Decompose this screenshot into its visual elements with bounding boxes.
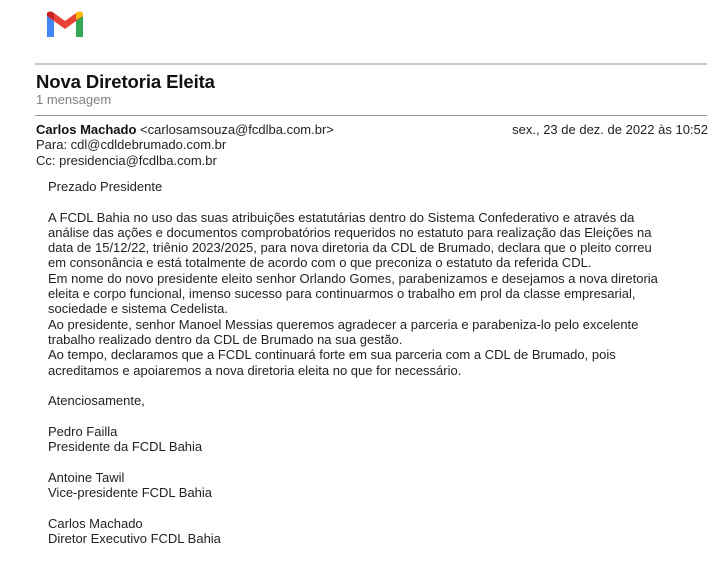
message-body <box>48 179 716 546</box>
body-line: Em nome do novo presidente eleito senhor Orlando Gomes, parabenizamos e desejamos a nova diretoria <box>48 270 658 286</box>
signature-name: Pedro Failla <box>48 423 118 439</box>
sender <box>36 122 334 137</box>
signature-title: Presidente da FCDL Bahia <box>48 439 203 455</box>
greeting: Prezado Presidente <box>48 179 163 194</box>
body-line: trabalho realizado dentro da CDL de Brumado na sua gestão. <box>48 331 403 347</box>
signature-name: Antoine Tawil <box>48 469 125 485</box>
signature-name: Carlos Machado <box>48 515 143 531</box>
gmail-logo-icon <box>44 8 86 40</box>
top-divider <box>35 63 707 65</box>
message-count: 1 mensagem <box>36 92 112 107</box>
body-line: Ao presidente, senhor Manoel Messias queremos agradecer a parceria e parabeniza-lo pelo excelente <box>48 316 639 332</box>
thread-subject: Nova Diretoria Eleita <box>36 71 215 92</box>
to-recipients: Para: cdl@cdldebrumado.com.br <box>36 137 227 153</box>
sender-name: Carlos Machado <box>36 122 137 137</box>
signature-title: Vice-presidente FCDL Bahia <box>48 484 213 500</box>
body-line: eleita e corpo funcional, imenso sucesso para continuarmos o trabalho em prol da classe empresarial, <box>48 286 636 302</box>
closing: Atenciosamente, <box>48 393 145 409</box>
signature-title: Diretor Executivo FCDL Bahia <box>48 530 221 546</box>
message-date: sex., 23 de dez. de 2022 às 10:52 <box>512 122 708 137</box>
body-line: análise das ações e documentos comprobatórios requeridos no estatuto para realização das Eleições na <box>48 224 652 240</box>
body-line: data de 15/12/22, triênio 2023/2025, para nova diretoria da CDL de Brumado, declara que o pleito correu <box>48 240 652 256</box>
body-line: em consonância e está totalmente de acordo com o que preconiza o estatuto da referida CDL. <box>48 255 592 271</box>
sender-email[interactable]: <carlosamsouza@fcdlba.com.br> <box>140 122 334 137</box>
body-line: A FCDL Bahia no uso das suas atribuições estatutárias dentro do Sistema Confederativo e através da <box>48 209 635 225</box>
cc-recipients: Cc: presidencia@fcdlba.com.br <box>36 152 217 168</box>
body-line: acreditamos e apoiaremos a nova diretoria eleita no que for necessário. <box>48 362 462 378</box>
message-header <box>36 122 708 168</box>
header-divider <box>35 115 707 116</box>
body-line: sociedade e sistema Cedelista. <box>48 301 228 317</box>
body-line: Ao tempo, declaramos que a FCDL continuará forte em sua parceria com a CDL de Brumado, pois <box>48 347 616 363</box>
